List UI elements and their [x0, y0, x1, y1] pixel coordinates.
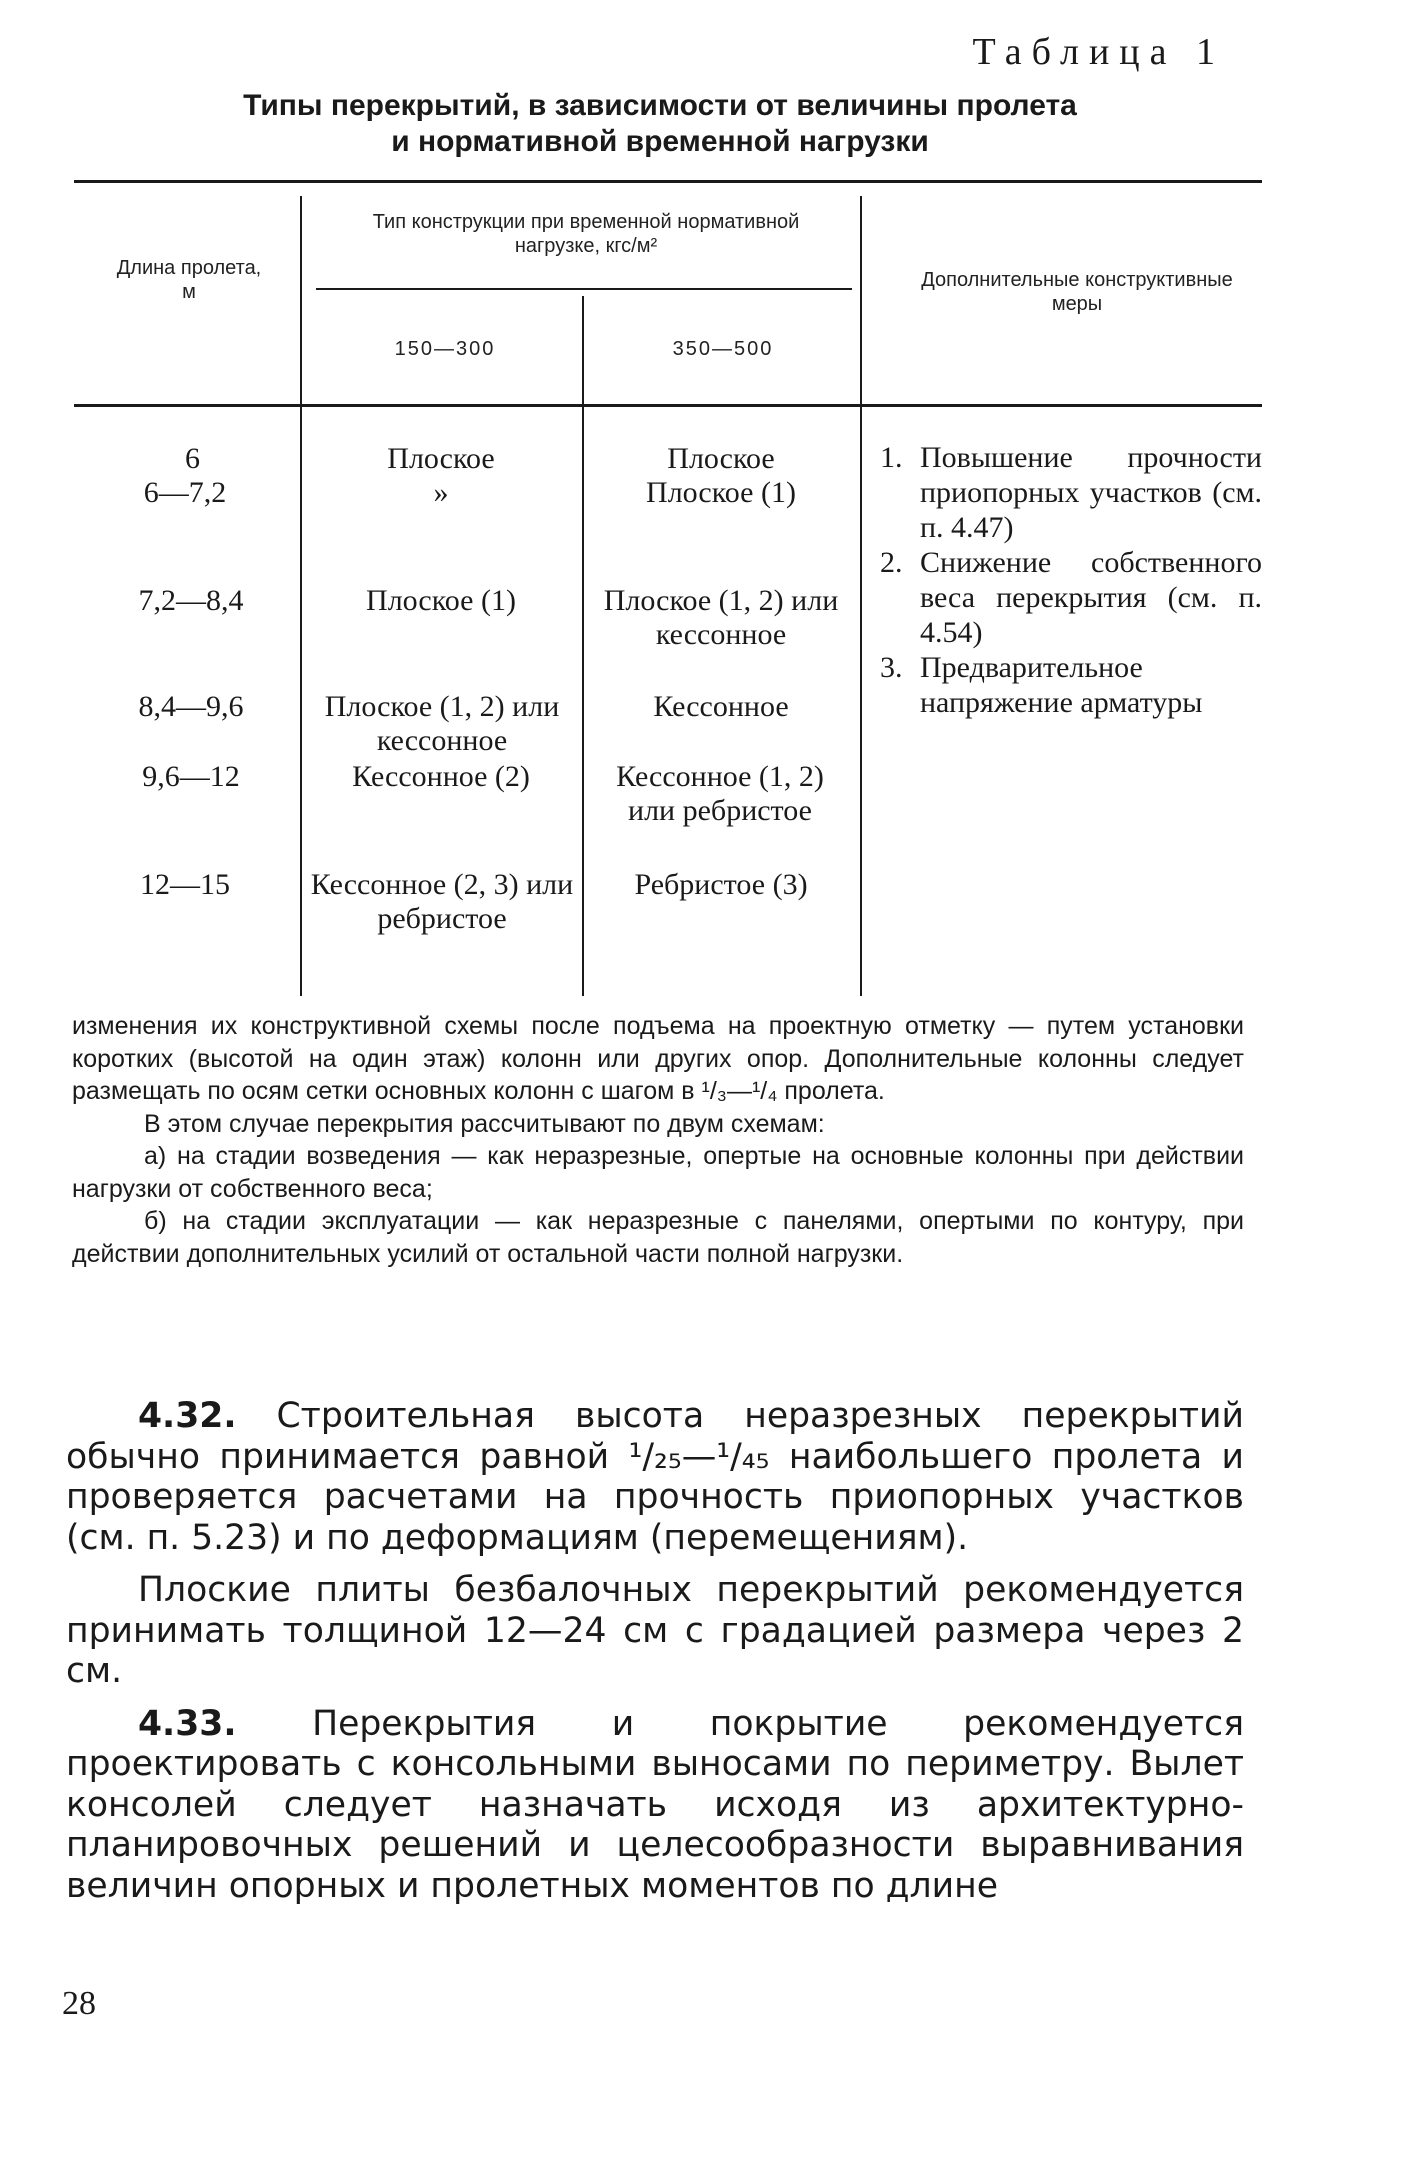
header-load-low: 150—300 [394, 338, 496, 360]
measure-3-number: 3. [880, 651, 903, 684]
table-title-line-1: Типы перекрытий, в зависимости от величины пролета [243, 89, 1077, 122]
header-measures: Дополнительные конструктивные меры [921, 269, 1233, 315]
header-load-high: 350—500 [672, 338, 774, 360]
row-6-low: Кессонное (2, 3) или ребристое [310, 868, 574, 935]
row-5-low: Кессонное (2) [352, 760, 530, 793]
row-2-high: Плоское (1) [646, 476, 796, 509]
continuation-paragraph-2: В этом случае перекрытия рассчитывают по двум схемам: [144, 1109, 825, 1138]
header-type-group: Тип конструкции при временной нормативной нагрузке, кгс/м² [372, 211, 800, 257]
row-6-span: 12—15 [140, 868, 230, 901]
section-4-32-paragraph-2: Плоские плиты безбалочных перекрытий рекомендуется принимать толщиной 12—24 см с градацией размера через 2 см. [66, 1570, 1244, 1691]
measure-item-2 [880, 545, 1262, 650]
measure-item-3 [880, 650, 1262, 720]
section-4-33-text: Перекрытия и покрытие рекомендуется проектировать с консольными выносами по периметру. Вылет консолей следует назначать исходя из архитектурно-планировочных решений и целесообразности выравнивания величин опорных и пролетных моментов по длине [66, 1703, 1244, 1906]
main-text [66, 1396, 1244, 1906]
page-number: 28 [62, 1985, 96, 2022]
table-title [180, 88, 1140, 160]
measure-3-text: Предварительное напряжение арматуры [920, 651, 1203, 719]
row-3-high: Плоское (1, 2) или кессонное [603, 584, 839, 651]
section-4-33 [66, 1704, 1244, 1907]
row-5-span: 9,6—12 [142, 760, 240, 793]
header-bottom-rule [74, 404, 1262, 407]
column-divider-3 [860, 196, 862, 996]
table-label: Таблица 1 [972, 31, 1225, 73]
row-2-low: » [433, 476, 449, 509]
measure-2-text: Снижение собственного веса перекрытия (см. п. 4.54) [920, 546, 1262, 649]
column-divider-2 [582, 296, 584, 996]
section-4-32 [66, 1396, 1244, 1558]
row-1-high: Плоское [667, 442, 775, 475]
table-title-line-2: и нормативной временной нагрузки [391, 125, 929, 158]
measure-2-number: 2. [880, 546, 903, 579]
continuation-paragraph-1: изменения их конструктивной схемы после подъема на проектную отметку — путем установки коротких (высотой на один этаж) колонн или других опор. Дополнительные колонны следует размещать по осям сетки основных колонн с шагом в ¹/₃—¹/₄ пролета. [72, 1012, 1244, 1105]
row-4-low: Плоское (1, 2) или кессонное [324, 690, 560, 757]
column-divider-1 [300, 196, 302, 996]
continuation-text [72, 1010, 1244, 1270]
header-span: Длина пролета, м [116, 257, 262, 303]
row-4-span: 8,4—9,6 [138, 690, 244, 723]
measure-item-1 [880, 440, 1262, 545]
section-4-33-number: 4.33. [138, 1703, 237, 1744]
measure-1-text: Повышение прочности приопорных участков (см. п. 4.47) [920, 441, 1262, 544]
table-top-rule [74, 180, 1262, 183]
row-5-high: Кессонное (1, 2) или ребристое [616, 760, 824, 827]
row-3-span: 7,2—8,4 [138, 584, 244, 617]
continuation-paragraph-3: а) на стадии возведения — как неразрезные, опертые на основные колонны при действии нагрузки от собственного веса; [72, 1142, 1244, 1203]
header-inner-rule [316, 288, 852, 290]
measure-1-number: 1. [880, 441, 903, 474]
row-6-high: Ребристое (3) [634, 868, 808, 901]
row-3-low: Плоское (1) [366, 584, 516, 617]
section-4-32-number: 4.32. [138, 1396, 237, 1436]
row-1-low: Плоское [387, 442, 495, 475]
row-4-high: Кессонное [653, 690, 789, 723]
row-1-span: 6 [185, 442, 200, 475]
continuation-paragraph-4: б) на стадии эксплуатации — как неразрезные с панелями, опертыми по контуру, при действии дополнительных усилий от остальной части полной нагрузки. [72, 1207, 1244, 1268]
measures-list [880, 440, 1262, 720]
row-2-span: 6—7,2 [143, 476, 227, 509]
section-4-32-text: Строительная высота неразрезных перекрытий обычно принимается равной ¹/₂₅—¹/₄₅ наибольшего пролета и проверяется расчетами на прочность приопорных участков (см. п. 5.23) и по деформациям (перемещениям). [66, 1396, 1244, 1558]
